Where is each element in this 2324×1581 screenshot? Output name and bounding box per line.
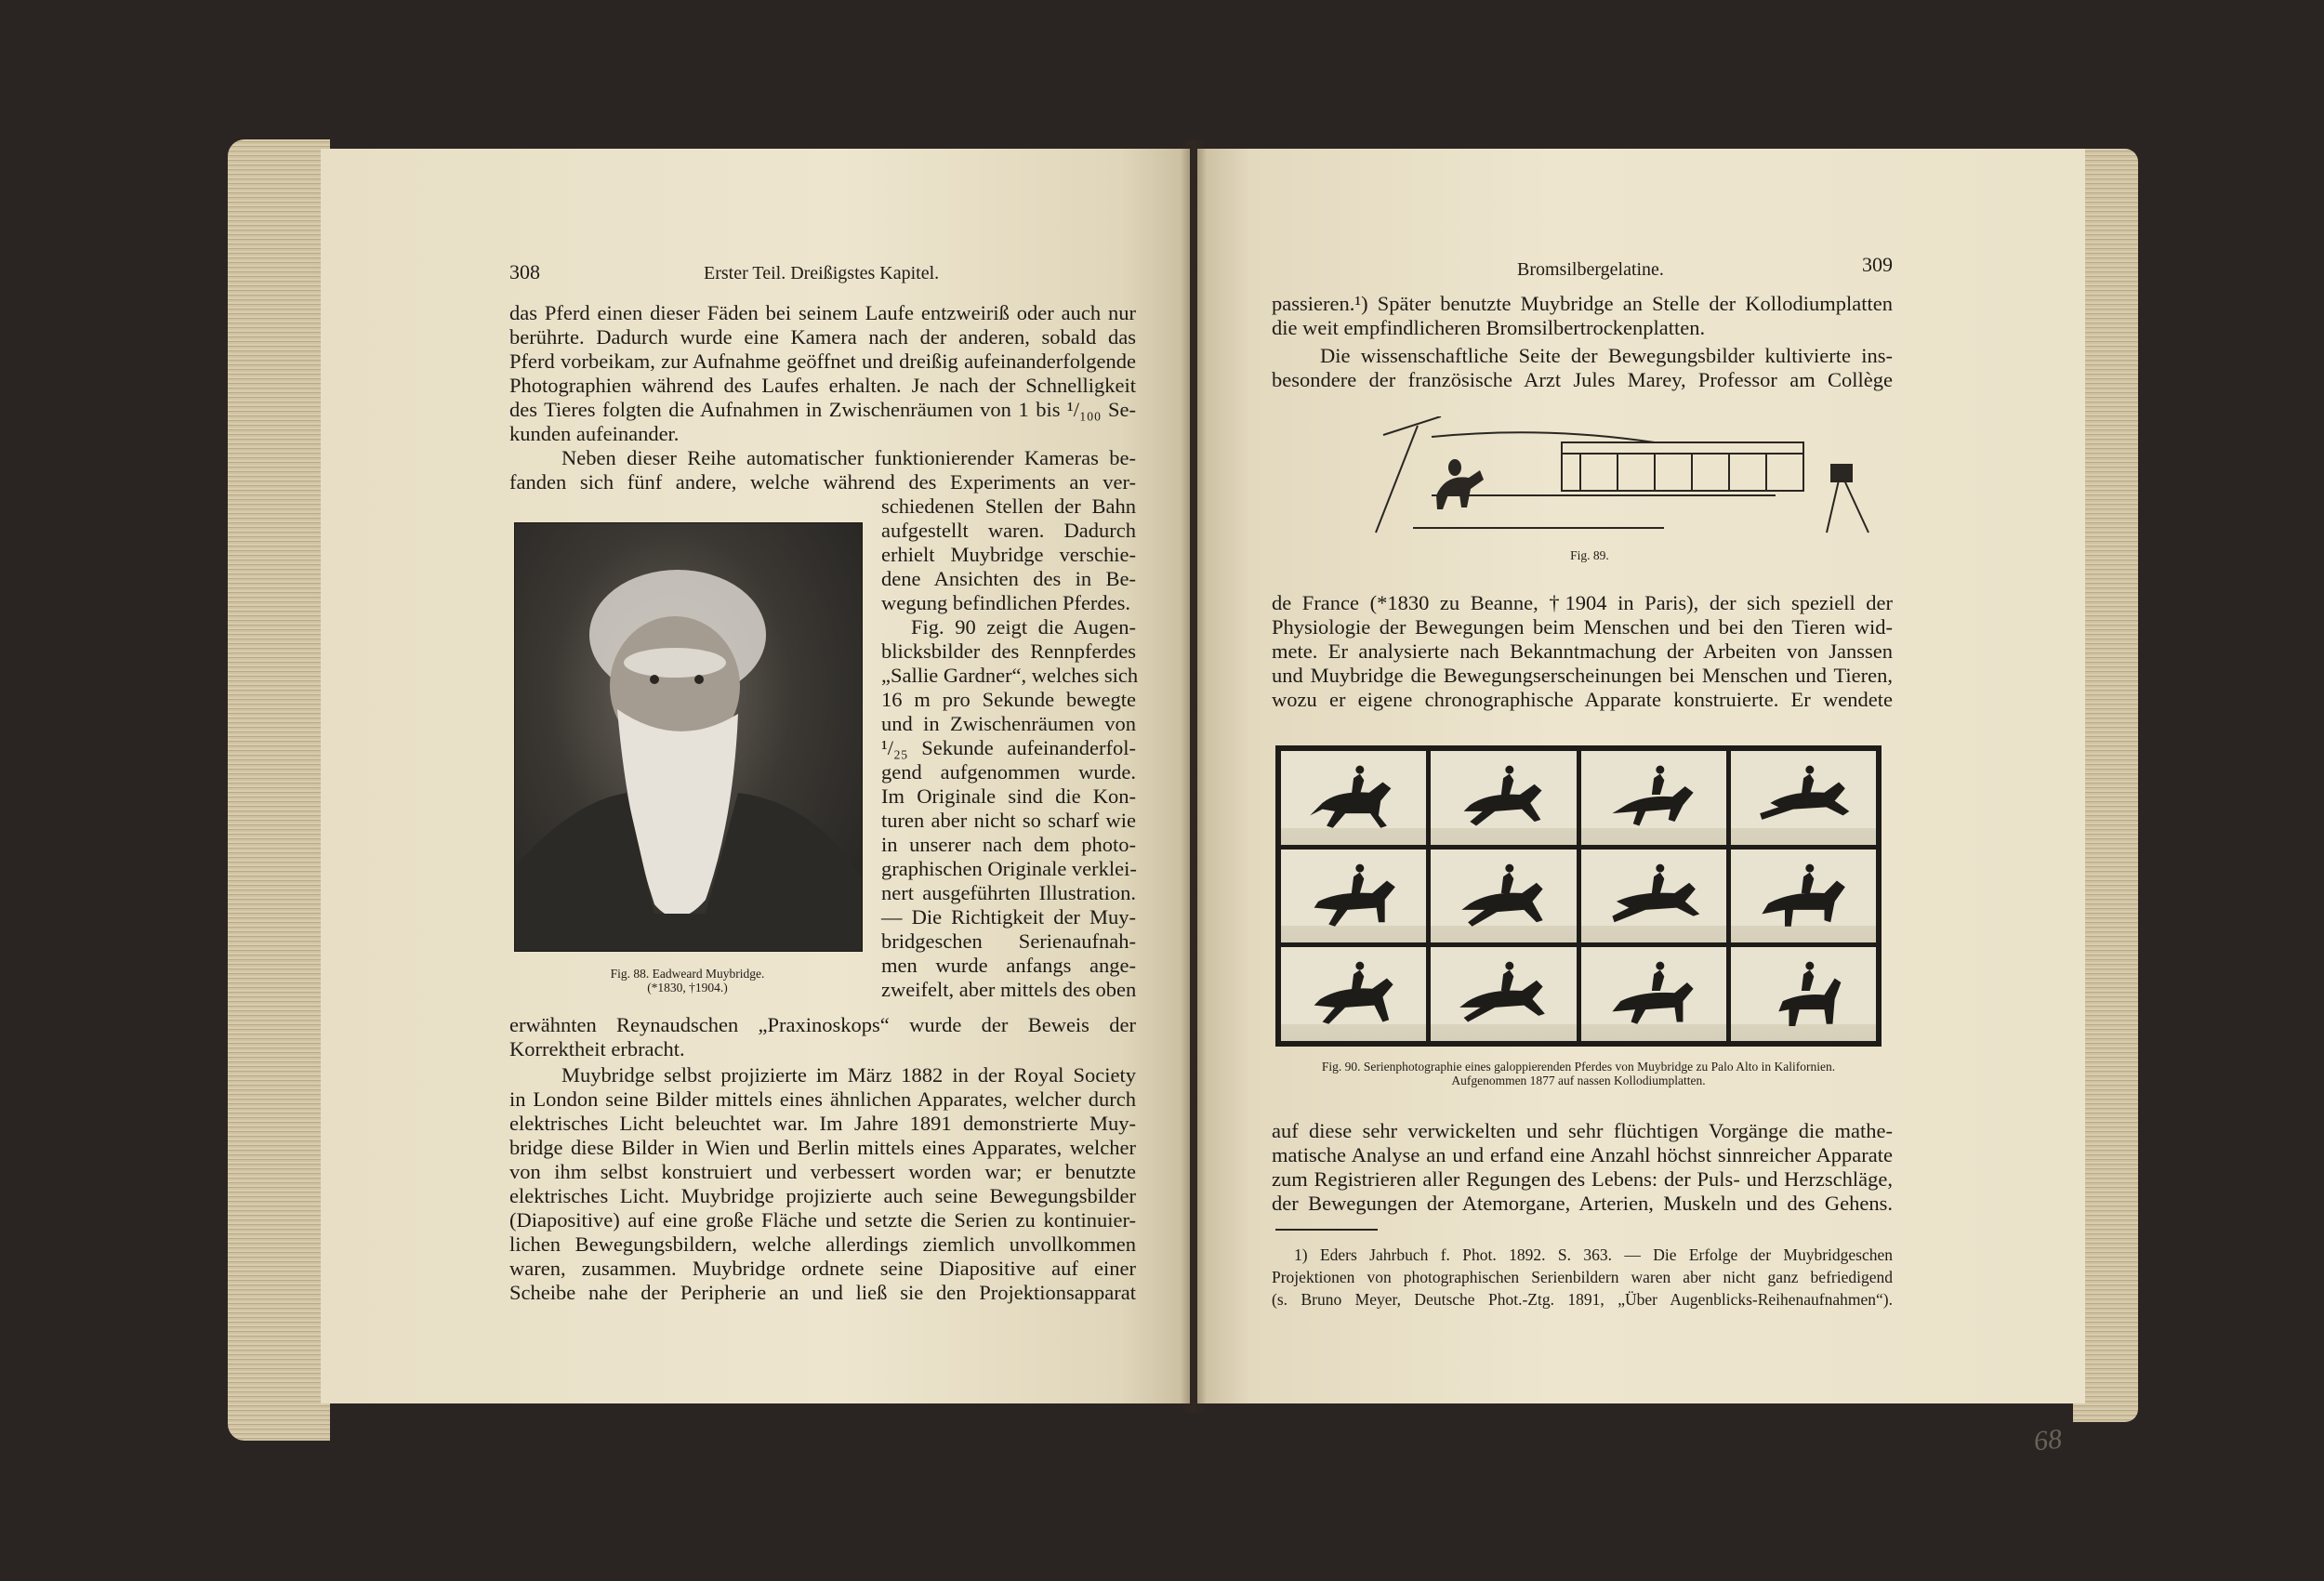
text-line: matische Analyse an und erfand eine Anzahl höchst sinnreicher Apparate bbox=[1272, 1143, 1893, 1166]
text-line: Muybridge selbst projizierte im März 1882 in der Royal Society bbox=[561, 1063, 1136, 1087]
text-line: besondere der französische Arzt Jules Marey, Professor am Collège bbox=[1272, 368, 1893, 391]
text-line: erhielt Muybridge verschie- bbox=[881, 543, 1136, 566]
text-line: turen aber nicht so scharf wie bbox=[881, 809, 1136, 832]
text-line: berührte. Dadurch wurde eine Kamera nach der anderen, sobald das bbox=[509, 325, 1136, 349]
horse-silhouette bbox=[1281, 947, 1426, 1041]
rider-shape bbox=[1802, 872, 1814, 892]
text-line: dene Ansichten des in Be- bbox=[881, 567, 1136, 590]
fig90-photo-grid bbox=[1275, 745, 1882, 1047]
horse-shape bbox=[1310, 783, 1391, 828]
fig89-illustration bbox=[1357, 416, 1906, 542]
text-line: in unserer nach dem photo- bbox=[881, 833, 1136, 856]
text-line: die weit empfindlicheren Bromsilbertrockenplatten. bbox=[1272, 316, 1706, 339]
horse-silhouette bbox=[1581, 751, 1726, 845]
footnote-line: Projektionen von photographischen Serienbildern waren aber nicht ganz befriedigend bbox=[1272, 1268, 1893, 1286]
text-line: Neben dieser Reihe automatischer funktionierender Kameras be- bbox=[561, 446, 1136, 469]
fig88-caption-line2: (*1830, †1904.) bbox=[647, 981, 728, 995]
text-line: de France (*1830 zu Beanne, †1904 in Paris), der sich speziell der bbox=[1272, 591, 1893, 614]
rider-head bbox=[1656, 962, 1664, 970]
horse-silhouette bbox=[1431, 850, 1576, 943]
text-line: kunden aufeinander. bbox=[509, 422, 680, 445]
text-line: aufgestellt waren. Dadurch bbox=[881, 519, 1136, 542]
text-line: Fig. 90 zeigt die Augen- bbox=[911, 615, 1136, 639]
rider-shape bbox=[1802, 970, 1814, 991]
running-head-left: Erster Teil. Dreißigstes Kapitel. bbox=[704, 263, 940, 283]
horse-frame bbox=[1731, 850, 1876, 943]
horse-silhouette bbox=[1581, 850, 1726, 943]
text-line: zweifelt, aber mittels des oben bbox=[881, 978, 1137, 1001]
horse-silhouette bbox=[1731, 751, 1876, 845]
rider-head bbox=[1506, 766, 1514, 774]
rider-shape bbox=[1352, 970, 1364, 991]
rider-shape bbox=[1651, 872, 1663, 892]
portrait-photo bbox=[514, 522, 863, 952]
horse-silhouette bbox=[1281, 850, 1426, 943]
footnote-line: 1) Eders Jahrbuch f. Phot. 1892. S. 363. — Die Erfolge der Muybridgeschen bbox=[1294, 1245, 1893, 1264]
fig90-caption-line1: Fig. 90. Serienphotographie eines galoppierenden Pferdes von Muybridge zu Palo Alto in Kalifornien. bbox=[1321, 1060, 1836, 1074]
text-line: gend aufgenommen wurde. bbox=[881, 760, 1136, 784]
book-edge-left bbox=[228, 139, 330, 1441]
rider-shape bbox=[1651, 970, 1663, 991]
text-line: lichen Bewegungsbildern, welche allerdings ziemlich unvollkommen bbox=[509, 1232, 1136, 1256]
horse-frame bbox=[1581, 751, 1726, 845]
text-line: 16 m pro Sekunde bewegte bbox=[881, 688, 1136, 711]
horse-frame bbox=[1281, 751, 1426, 845]
rider-shape bbox=[1501, 970, 1513, 991]
text-line: Physiologie der Bewegungen beim Menschen und bei den Tieren wid- bbox=[1272, 615, 1893, 639]
text-line: elektrisches Licht. Muybridge projizierte auch seine Bewegungsbilder bbox=[509, 1184, 1136, 1207]
text-line: — Die Richtigkeit der Muy- bbox=[881, 905, 1136, 929]
text-line: Im Originale sind die Kon- bbox=[881, 784, 1136, 808]
text-line: von ihm selbst konstruiert und verbessert worden war; er benutzte bbox=[509, 1160, 1136, 1183]
rider-shape bbox=[1802, 774, 1814, 795]
rider-head bbox=[1506, 962, 1514, 970]
text-line: in London seine Bilder mittels eines ähnlichen Apparates, welcher durch bbox=[509, 1087, 1136, 1111]
horse-frame bbox=[1731, 751, 1876, 845]
rider-head bbox=[1656, 766, 1664, 774]
text-line: auf diese sehr verwickelten und sehr flüchtigen Vorgänge die mathe- bbox=[1272, 1119, 1893, 1142]
page-number-left: 308 bbox=[509, 260, 540, 283]
text-line: blicksbilder des Rennpferdes bbox=[881, 639, 1136, 663]
text-line: erwähnten Reynaudschen „Praxinoskops“ wurde der Beweis der bbox=[509, 1013, 1136, 1036]
rider-head bbox=[1506, 863, 1514, 872]
text-line: des Tieres folgten die Aufnahmen in Zwischenräumen von 1 bis ¹/₁₀₀ Se- bbox=[509, 398, 1136, 421]
text-line: (Diapositive) auf eine große Fläche und setzte die Serien zu kontinuier- bbox=[509, 1208, 1136, 1232]
running-head-right: Bromsilbergelatine. bbox=[1517, 259, 1664, 280]
text-line: das Pferd einen dieser Fäden bei seinem Laufe entzweiriß oder auch nur bbox=[509, 301, 1136, 324]
text-line: wegung befindlichen Pferdes. bbox=[881, 591, 1131, 614]
horse-frame bbox=[1281, 947, 1426, 1041]
rider-head bbox=[1805, 863, 1814, 872]
rider-head bbox=[1805, 766, 1814, 774]
text-line: Photographien während des Laufes erhalten. Je nach der Schnelligkeit bbox=[509, 374, 1136, 397]
rider-shape bbox=[1352, 872, 1364, 892]
text-line: men wurde anfangs ange- bbox=[881, 954, 1136, 977]
rider-shape bbox=[1651, 774, 1663, 795]
text-line: wozu er eigene chronographische Apparate konstruierte. Er wendete bbox=[1272, 688, 1893, 711]
horse-frame bbox=[1581, 850, 1726, 943]
book-gutter bbox=[1181, 139, 1207, 1413]
text-line: waren, zusammen. Muybridge ordnete seine Diapositive auf einer bbox=[509, 1257, 1136, 1280]
text-line: nert ausgeführten Illustration. bbox=[881, 881, 1136, 904]
rider-head bbox=[1656, 863, 1664, 872]
text-line: zum Registrieren aller Regungen des Lebens: der Puls- und Herzschläge, bbox=[1272, 1167, 1893, 1191]
rider-shape bbox=[1352, 774, 1364, 795]
text-line: und in Zwischenräumen von bbox=[881, 712, 1136, 735]
horse-frame bbox=[1431, 947, 1576, 1041]
text-line: der Bewegungen der Atemorgane, Arterien, Muskeln und des Gehens. bbox=[1272, 1192, 1893, 1215]
text-line: elektrisches Licht beleuchtet war. Im Jahre 1891 demonstrierte Muy- bbox=[509, 1112, 1136, 1135]
horse-silhouette bbox=[1731, 850, 1876, 943]
text-line: graphischen Originale verklei- bbox=[881, 857, 1137, 880]
text-line: mete. Er analysierte nach Bekanntmachung der Arbeiten von Janssen bbox=[1272, 639, 1893, 663]
horse-frame bbox=[1281, 850, 1426, 943]
portrait-drawing bbox=[515, 523, 862, 951]
footnote-rule bbox=[1275, 1229, 1378, 1231]
rider-head bbox=[1355, 863, 1364, 872]
text-line: Korrektheit erbracht. bbox=[509, 1037, 685, 1061]
horse-silhouette bbox=[1431, 751, 1576, 845]
text-line: Scheibe nahe der Peripherie an und ließ sie den Projektionsapparat bbox=[509, 1281, 1136, 1304]
fig90-caption-line2: Aufgenommen 1877 auf nassen Kollodiumplatten. bbox=[1451, 1074, 1706, 1087]
rider-head bbox=[1805, 962, 1814, 970]
horse-silhouette bbox=[1581, 947, 1726, 1041]
fig89-caption: Fig. 89. bbox=[1570, 548, 1609, 562]
horse-silhouette bbox=[1281, 751, 1426, 845]
page-number-right: 309 bbox=[1862, 253, 1893, 276]
fig88-caption-line1: Fig. 88. Eadweard Muybridge. bbox=[610, 967, 765, 981]
rider-head bbox=[1355, 962, 1364, 970]
horse-frame bbox=[1581, 947, 1726, 1041]
horse-frame bbox=[1431, 850, 1576, 943]
rider-head bbox=[1355, 766, 1364, 774]
text-line: Die wissenschaftliche Seite der Bewegungsbilder kultivierte ins- bbox=[1320, 344, 1893, 367]
horse-frame bbox=[1731, 947, 1876, 1041]
horse-silhouette bbox=[1431, 947, 1576, 1041]
text-line: Pferd vorbeikam, zur Aufnahme geöffnet und dreißig aufeinanderfolgende bbox=[509, 349, 1136, 373]
text-line: schiedenen Stellen der Bahn bbox=[881, 494, 1136, 518]
text-line: fanden sich fünf andere, welche während des Experiments an ver- bbox=[509, 470, 1136, 494]
rider-shape bbox=[1501, 774, 1513, 795]
footnote-line: (s. Bruno Meyer, Deutsche Phot.-Ztg. 1891, „Über Augenblicks-Reihenaufnahmen“). bbox=[1272, 1290, 1893, 1309]
text-line: bridge diese Bilder in Wien und Berlin mittels eines Apparates, welcher bbox=[509, 1136, 1136, 1159]
rider-shape bbox=[1501, 872, 1513, 892]
horse-silhouette bbox=[1731, 947, 1876, 1041]
text-line: passieren.¹) Später benutzte Muybridge an Stelle der Kollodiumplatten bbox=[1272, 292, 1893, 315]
pencil-annotation: 68 bbox=[2032, 1423, 2064, 1457]
text-line: und Muybridge die Bewegungserscheinungen bei Menschen und Tieren, bbox=[1272, 664, 1893, 687]
text-line: ¹/₂₅ Sekunde aufeinanderfol- bbox=[881, 736, 1136, 759]
horse-frame bbox=[1431, 751, 1576, 845]
text-line: bridgeschen Serienaufnah- bbox=[881, 929, 1136, 953]
text-line: „Sallie Gardner“, welches sich bbox=[881, 664, 1139, 687]
